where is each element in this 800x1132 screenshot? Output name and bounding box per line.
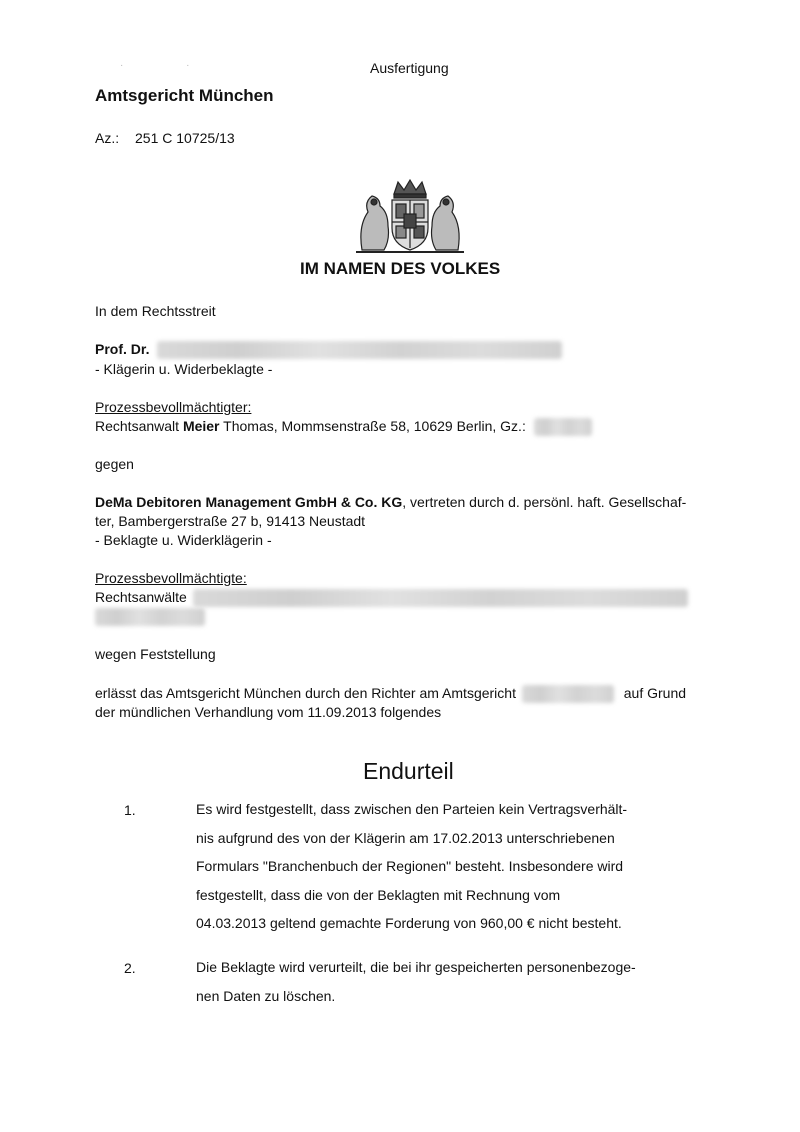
item-line: nen Daten zu löschen. (196, 987, 336, 1004)
defendant-name: DeMa Debitoren Management GmbH & Co. KG (95, 494, 403, 510)
counsel-prefix: Rechtsanwalt (95, 418, 180, 434)
defendant-representation: , vertreten durch d. persönl. haft. Gesellschaf- (402, 494, 687, 510)
plaintiff-counsel-line (95, 418, 592, 436)
redaction-blur (522, 685, 614, 703)
defendant-address: ter, Bambergerstraße 27 b, 91413 Neustadt (95, 513, 366, 529)
plaintiff-name (95, 341, 562, 359)
decision-intro-line1 (95, 685, 686, 703)
item-line: nis aufgrund des von der Klägerin am 17.02.2013 unterschriebenen (196, 829, 615, 846)
judgment-heading: Endurteil (363, 758, 454, 784)
decision-intro-suffix: auf Grund (623, 685, 687, 701)
copy-label: Ausfertigung (370, 60, 449, 76)
plaintiff-counsel-label: Prozessbevollmächtigter: (95, 399, 252, 415)
scan-artifact: · · (120, 60, 220, 71)
plaintiff-role: - Klägerin u. Widerbeklagte - (95, 361, 273, 377)
item-line: Formulars "Branchenbuch der Regionen" besteht. Insbesondere wird (196, 858, 624, 874)
counsel-name-bold: Meier (182, 418, 220, 434)
case-number-label: Az.: (95, 130, 120, 146)
decision-intro-prefix: erlässt das Amtsgericht München durch den Richter am Amtsgericht (95, 685, 516, 701)
redaction-blur (193, 589, 688, 607)
redaction-blur (95, 608, 205, 626)
intro-text: In dem Rechtsstreit (95, 303, 216, 319)
list-item (196, 953, 676, 1010)
coat-of-arms-icon (350, 176, 470, 256)
subject-text: wegen Feststellung (95, 646, 216, 662)
item-line: Es wird festgestellt, dass zwischen den Parteien kein Vertragsverhält- (196, 801, 628, 817)
defendant-counsel-label: Prozessbevollmächtigte: (95, 570, 247, 586)
plaintiff-name-prefix: Prof. Dr. (95, 341, 150, 357)
item-line: 04.03.2013 geltend gemachte Forderung von 960,00 € nicht besteht. (196, 915, 622, 931)
item-line: Die Beklagte wird verurteilt, die bei ihr gespeicherten personenbezoge- (196, 959, 636, 975)
redaction-blur (157, 341, 562, 359)
defendant-counsel-line2 (95, 608, 205, 626)
document-title: IM NAMEN DES VOLKES (300, 259, 501, 278)
redaction-blur (534, 418, 592, 436)
defendant-counsel-line (95, 589, 688, 607)
court-name: Amtsgericht München (95, 86, 274, 105)
defendant-role: - Beklagte u. Widerklägerin - (95, 532, 272, 548)
case-number (95, 130, 235, 146)
versus-text: gegen (95, 456, 134, 472)
counsel-address: Thomas, Mommsenstraße 58, 10629 Berlin, Gz.: (219, 418, 526, 434)
decision-intro-line2: der mündlichen Verhandlung vom 11.09.2013 folgendes (95, 704, 442, 720)
case-number-value: 251 C 10725/13 (135, 130, 235, 146)
item-line: festgestellt, dass die von der Beklagten mit Rechnung vom (196, 886, 561, 903)
defendant-line1 (95, 494, 686, 510)
defendant-counsel-prefix: Rechtsanwälte (95, 589, 187, 605)
list-item (196, 795, 676, 938)
item-number: 1. (124, 802, 136, 818)
item-number: 2. (124, 960, 136, 976)
